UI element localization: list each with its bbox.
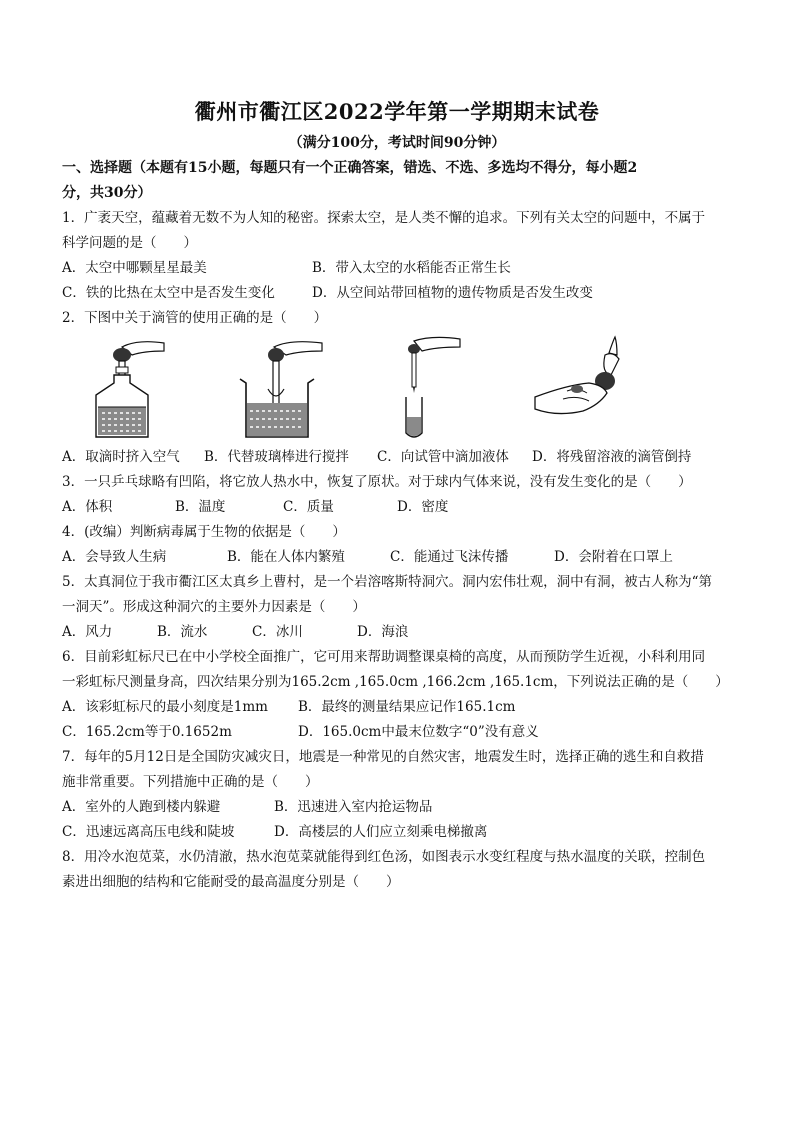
question-5-options — [62, 620, 742, 645]
option-c: C．能通过飞沫传播 — [390, 549, 509, 565]
question-6-options-row2 — [62, 720, 742, 745]
option-d: D．将残留溶液的滴管倒持 — [532, 449, 692, 465]
option-d: D．从空间站带回植物的遗传物质是否发生改变 — [312, 285, 593, 301]
option-c: C．冰川 — [252, 624, 303, 640]
option-a: A．风力 — [62, 624, 113, 640]
question-7-stem-cont: 施非常重要。下列措施中正确的是（ ） — [62, 774, 319, 790]
option-d: D．密度 — [397, 499, 449, 515]
option-b: B．带入太空的水稻能否正常生长 — [312, 260, 511, 276]
option-c: C．铁的比热在太空中是否发生变化 — [62, 285, 275, 301]
figure-a-reagent-bottle — [92, 333, 172, 443]
section-heading-cont: 分，共30分） — [62, 185, 152, 201]
question-7-stem: 7．每年的5月12日是全国防灾减灾日，地震是一种常见的自然灾害，地震发生时，选择正确的逃生和自救措 — [62, 749, 704, 765]
question-2-figures — [62, 333, 742, 445]
option-a: A．该彩虹标尺的最小刻度是1mm — [62, 699, 268, 715]
question-7-options-row1 — [62, 795, 742, 820]
option-d: D．165.0cm中最末位数字“0”没有意义 — [298, 724, 539, 740]
question-5-stem-cont: 一洞天”。形成这种洞穴的主要外力因素是（ ） — [62, 599, 366, 615]
option-a: A．取滴时挤入空气 — [62, 449, 180, 465]
option-a: A．会导致人生病 — [62, 549, 167, 565]
option-a: A．体积 — [62, 499, 113, 515]
question-6-stem-cont: 一彩虹标尺测量身高，四次结果分别为165.2cm ,165.0cm ,166.2cm ,165.1cm，下列说法正确的是（ ） — [62, 674, 729, 690]
option-c: C．165.2cm等于0.1652m — [62, 724, 232, 740]
option-c: C．迅速远离高压电线和陡坡 — [62, 824, 235, 840]
question-6-options-row1 — [62, 695, 742, 720]
exam-content — [62, 156, 742, 895]
figure-b-beaker — [232, 333, 332, 443]
question-4-options — [62, 545, 742, 570]
option-b: B．温度 — [175, 499, 226, 515]
option-d: D．高楼层的人们应立刻乘电梯撤离 — [274, 824, 488, 840]
question-1-stem: 1．广袤天空，蕴藏着无数不为人知的秘密。探索太空，是人类不懈的追求。下列有关太空的问题中，不属于 — [62, 210, 706, 226]
question-8-stem: 8．用冷水泡苋菜，水仍清澈，热水泡苋菜就能得到红色汤，如图表示水变红程度与热水温度的关联，控制色 — [62, 849, 706, 865]
option-a: A．太空中哪颗星星最美 — [62, 260, 207, 276]
question-2-stem: 2．下图中关于滴管的使用正确的是（ ） — [62, 310, 328, 326]
question-4-stem: 4．(改编）判断病毒属于生物的依据是（ ） — [62, 524, 346, 540]
section-heading: 一、选择题（本题有15小题，每题只有一个正确答案，错选、不选、多选均不得分，每小题2 — [62, 160, 638, 176]
option-a: A．室外的人跑到楼内躲避 — [62, 799, 221, 815]
option-d: D．海浪 — [357, 624, 409, 640]
question-7-options-row2 — [62, 820, 742, 845]
question-6-stem: 6．目前彩虹标尺已在中小学校全面推广，它可用来帮助调整课桌椅的高度，从而预防学生近视，小科利用同 — [62, 649, 706, 665]
option-d: D．会附着在口罩上 — [554, 549, 673, 565]
question-3-stem: 3．一只乒乓球略有凹陷，将它放人热水中，恢复了原状。对于球内气体来说，没有发生变化的是（ ） — [62, 474, 692, 490]
question-2-options — [62, 445, 742, 470]
page-subtitle: （满分100分，考试时间90分钟） — [288, 135, 506, 151]
option-c: C．质量 — [283, 499, 334, 515]
page-title: 衢州市衢江区2022学年第一学期期末试卷 — [194, 99, 600, 124]
option-b: B．迅速进入室内抢运物品 — [274, 799, 433, 815]
option-b: B．流水 — [157, 624, 208, 640]
question-1-options-row2 — [62, 281, 742, 306]
question-5-stem: 5．太真洞位于我市衢江区太真乡上曹村，是一个岩溶喀斯特洞穴。洞内宏伟壮观，洞中有洞，被古人称为“第 — [62, 574, 712, 590]
question-1-options-row1 — [62, 256, 742, 281]
figure-c-test-tube — [392, 333, 472, 443]
option-c: C．向试管中滴加液体 — [377, 449, 509, 465]
figure-d-inverted-dropper — [527, 333, 647, 443]
option-b: B．最终的测量结果应记作165.1cm — [298, 699, 516, 715]
question-3-options — [62, 495, 742, 520]
option-b: B．能在人体内繁殖 — [227, 549, 345, 565]
question-1-stem-cont: 科学问题的是（ ） — [62, 235, 197, 251]
question-8-stem-cont: 素进出细胞的结构和它能耐受的最高温度分别是（ ） — [62, 874, 400, 890]
option-b: B．代替玻璃棒进行搅拌 — [204, 449, 349, 465]
